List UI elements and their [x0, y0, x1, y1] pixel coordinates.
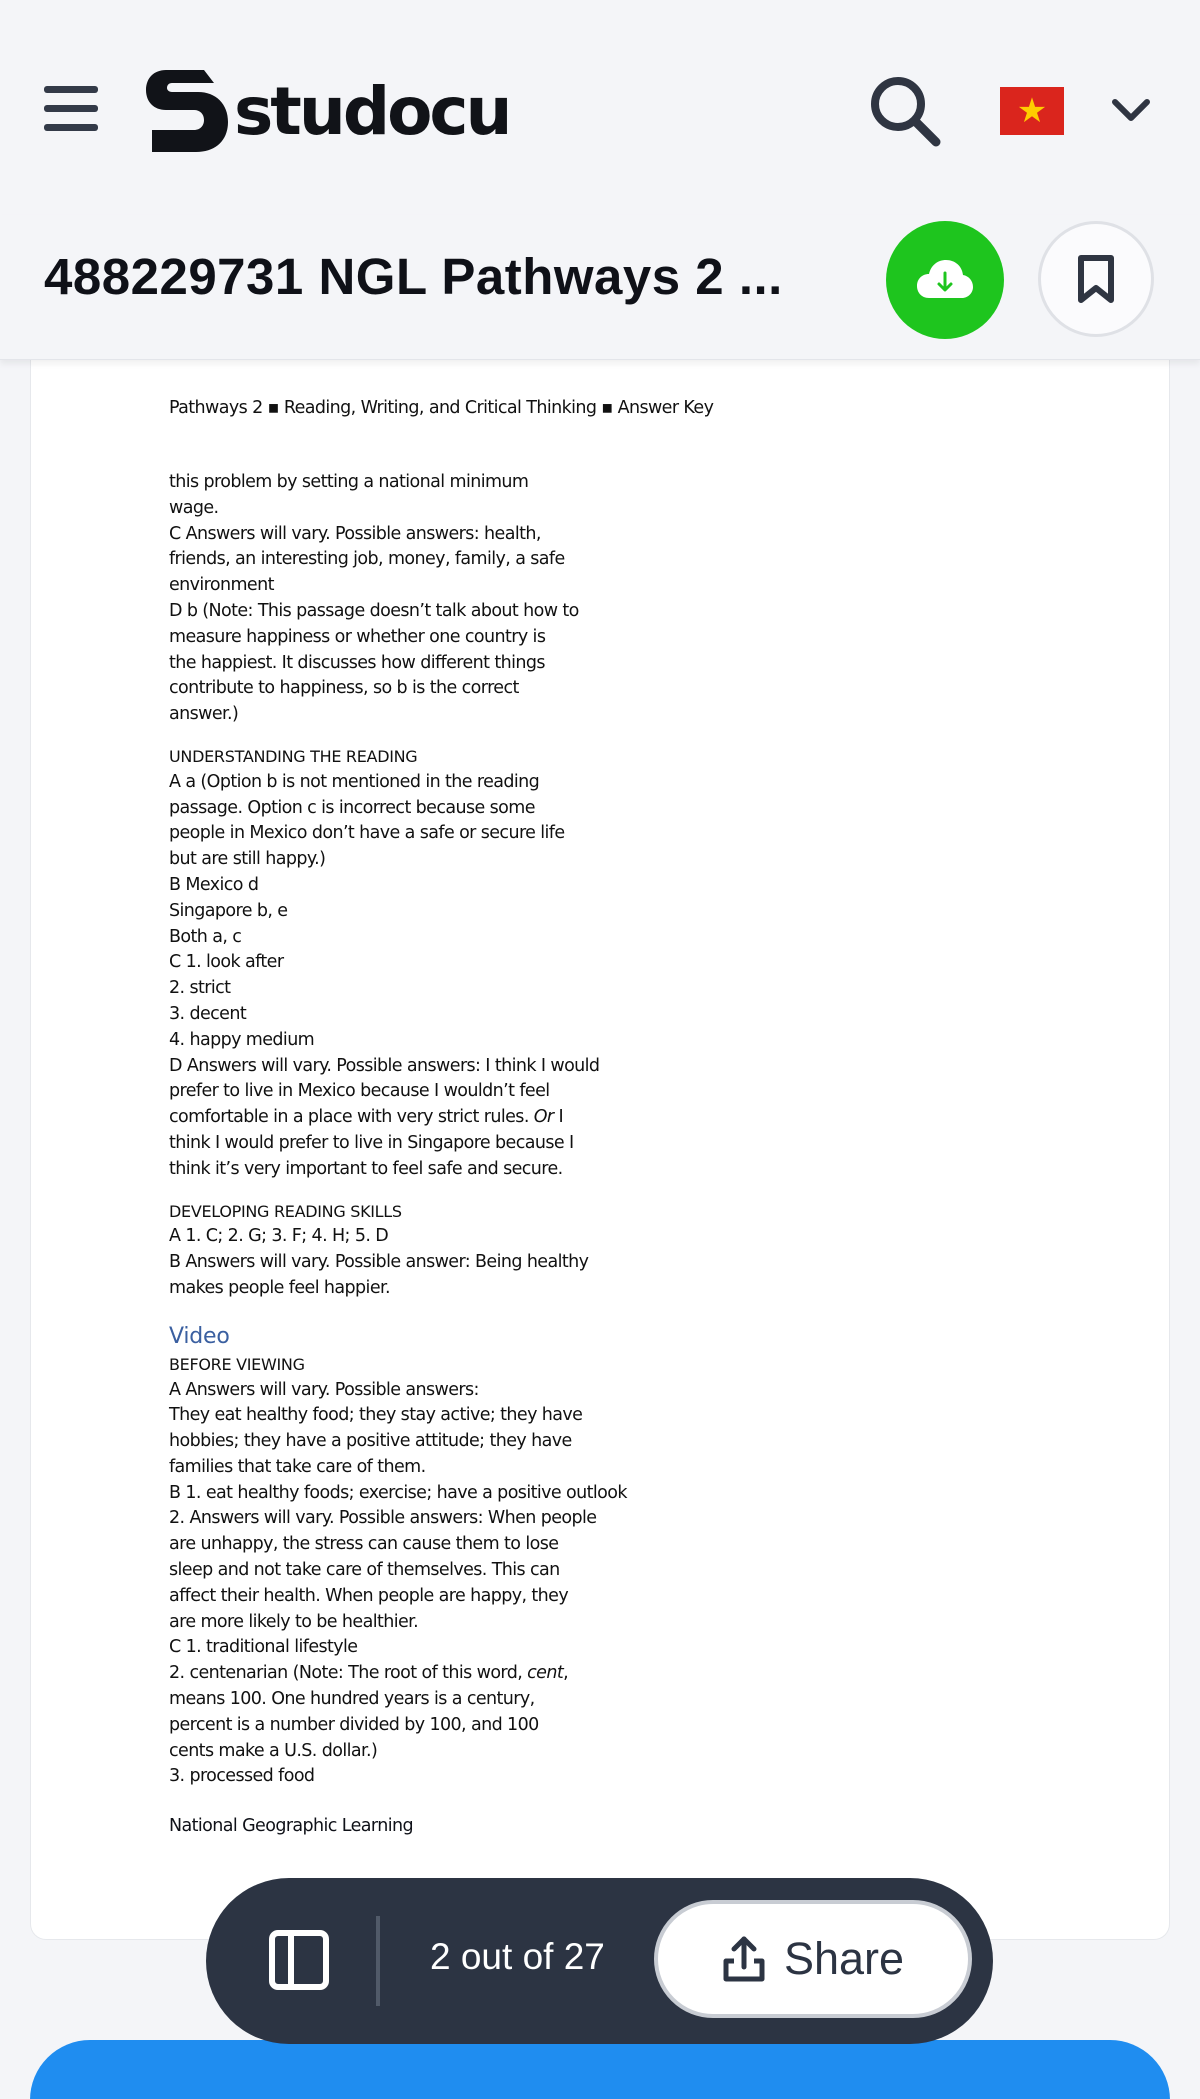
text-line: C Answers will vary. Possible answers: health,	[169, 523, 541, 544]
text-line: 4. happy medium	[169, 1029, 315, 1050]
section-heading: DEVELOPING READING SKILLS	[169, 1201, 402, 1221]
document-title: 488229731 NGL Pathways 2 ...	[44, 248, 783, 305]
text-line: Both a, c	[169, 926, 242, 947]
text-line: think I would prefer to live in Singapore because I	[169, 1132, 574, 1153]
bookmark-icon	[1076, 254, 1116, 304]
vietnam-flag-icon[interactable]: ★	[1000, 87, 1064, 135]
text-line: think it’s very important to feel safe and secure.	[169, 1158, 563, 1179]
divider	[376, 1916, 380, 2006]
video-section-title: Video	[169, 1323, 230, 1349]
text-line: A a (Option b is not mentioned in the reading	[169, 771, 540, 792]
text-line: 2. centenarian (Note: The root of this word, cent,	[169, 1663, 569, 1684]
text-line: 2. strict	[169, 978, 231, 999]
chevron-down-icon[interactable]	[1110, 92, 1152, 128]
text-line: affect their health. When people are happy, they	[169, 1585, 569, 1606]
studocu-logo[interactable]	[142, 64, 510, 159]
search-icon[interactable]	[866, 72, 944, 150]
text-line: environment	[169, 575, 274, 596]
text-line: They eat healthy food; they stay active; they have	[169, 1405, 583, 1426]
text-line: hobbies; they have a positive attitude; they have	[169, 1431, 572, 1452]
text-line: C 1. look after	[169, 952, 284, 973]
top-navigation	[0, 0, 1200, 215]
studocu-logo-icon	[142, 64, 232, 159]
document-title-bar	[0, 215, 1200, 360]
text-line: comfortable in a place with very strict rules. Or I	[169, 1107, 564, 1128]
bottom-cta-panel[interactable]	[30, 2040, 1170, 2099]
text-line: wage.	[169, 497, 219, 518]
text-line: families that take care of them.	[169, 1456, 426, 1477]
share-button[interactable]	[654, 1900, 972, 2018]
text-line: D b (Note: This passage doesn’t talk about how to	[169, 600, 579, 621]
sidebar-toggle-icon[interactable]	[268, 1929, 330, 1991]
page-counter: 2 out of 27	[430, 1936, 605, 1977]
text-line: Singapore b, e	[169, 900, 288, 921]
text-line: B 1. eat healthy foods; exercise; have a positive outlook	[169, 1482, 627, 1503]
share-label: Share	[783, 1933, 905, 1984]
page-navigation-bar	[206, 1878, 993, 2044]
text-line: percent is a number divided by 100, and 100	[169, 1714, 539, 1735]
section-heading: UNDERSTANDING THE READING	[169, 746, 418, 766]
text-line: the happiest. It discusses how different things	[169, 652, 545, 673]
cloud-download-icon	[915, 258, 975, 302]
text-line: people in Mexico don’t have a safe or secure life	[169, 823, 565, 844]
brand-name: studocu	[234, 73, 510, 150]
text-line: D Answers will vary. Possible answers: I think I would	[169, 1055, 600, 1076]
text-line: B Answers will vary. Possible answer: Being healthy	[169, 1252, 589, 1273]
text-line: means 100. One hundred years is a century,	[169, 1689, 535, 1710]
text-line: A Answers will vary. Possible answers:	[169, 1379, 479, 1400]
text-line: B Mexico d	[169, 874, 259, 895]
document-page	[30, 358, 1170, 1940]
text-line: A 1. C; 2. G; 3. F; 4. H; 5. D	[169, 1226, 389, 1247]
page-running-header: Pathways 2 ▪ Reading, Writing, and Critical Thinking ▪ Answer Key	[169, 398, 714, 418]
share-icon	[722, 1935, 766, 1983]
text-line: 2. Answers will vary. Possible answers: When people	[169, 1508, 597, 1529]
text-line: makes people feel happier.	[169, 1277, 390, 1298]
page-content	[169, 470, 769, 1790]
text-line: sleep and not take care of themselves. This can	[169, 1560, 560, 1581]
page-footer: National Geographic Learning	[169, 1816, 413, 1836]
text-line: contribute to happiness, so b is the correct	[169, 678, 519, 699]
text-line: this problem by setting a national minimum	[169, 472, 529, 492]
text-line: passage. Option c is incorrect because some	[169, 797, 535, 818]
text-line: but are still happy.)	[169, 849, 326, 870]
text-line: prefer to live in Mexico because I wouldn’t feel	[169, 1081, 550, 1102]
bookmark-button[interactable]	[1038, 221, 1154, 337]
text-line: 3. processed food	[169, 1766, 315, 1787]
text-line: 3. decent	[169, 1003, 247, 1024]
text-line: are unhappy, the stress can cause them to lose	[169, 1534, 559, 1555]
text-line: measure happiness or whether one country is	[169, 626, 546, 647]
text-line: friends, an interesting job, money, family, a safe	[169, 549, 565, 570]
text-line: cents make a U.S. dollar.)	[169, 1740, 378, 1761]
download-button[interactable]	[886, 221, 1004, 339]
text-line: are more likely to be healthier.	[169, 1611, 419, 1632]
menu-icon[interactable]	[44, 86, 100, 134]
section-heading: BEFORE VIEWING	[169, 1354, 305, 1374]
text-line: C 1. traditional lifestyle	[169, 1637, 358, 1658]
text-line: answer.)	[169, 704, 239, 725]
